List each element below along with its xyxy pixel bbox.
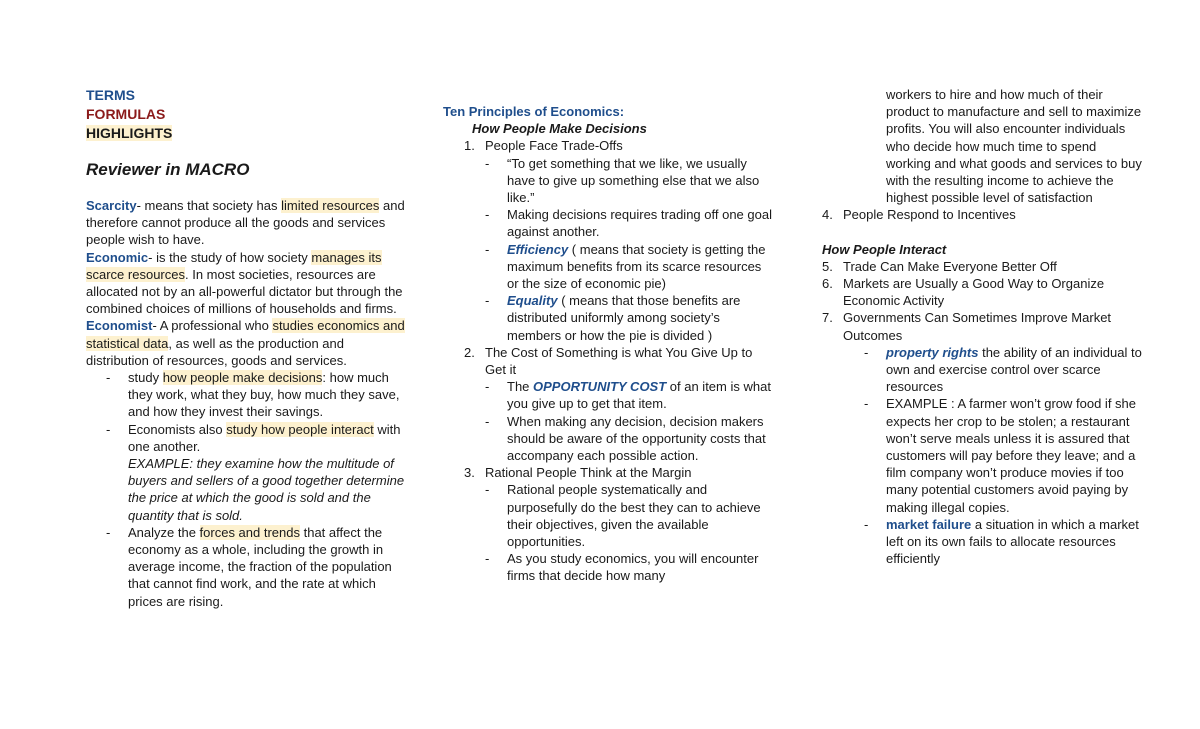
highlight: study how people interact [226,421,374,437]
list-item: - Efficiency ( means that society is getting the maximum benefits from its scarce resources or the size of economic pie) [443,241,773,293]
list-item: - Analyze the forces and trends that affect the economy as a whole, including the growth in average income, the fraction of the population that cannot find work, and the rate at which prices are rising. [86,524,406,610]
subheading-interact: How People Interact [822,241,947,257]
subheading-decisions: How People Make Decisions [472,121,647,137]
term-property-rights: property rights [886,344,979,360]
term-opportunity-cost: OPPORTUNITY COST [533,379,667,395]
list-item: - market failure a situation in which a market left on its own fails to allocate resources efficiently [822,516,1142,568]
term-economic: Economic [86,249,149,265]
column-right [822,86,1142,567]
list-item: - Making decisions requires trading off one goal against another. [443,206,773,240]
list-item: - The OPPORTUNITY COST of an item is what you give up to get that item. [443,378,773,412]
list-item: - When making any decision, decision makers should be aware of the opportunity costs that accompany each possible action. [443,413,773,465]
page-title: Reviewer in MACRO [86,160,250,179]
legend-highlights: HIGHLIGHTS [86,125,173,141]
legend-terms: TERMS [86,87,135,103]
economist-definition: Economist- A professional who studies economics and statistical data, as well as the production and distribution of resources, goods and services. [86,318,405,368]
continued-text: workers to hire and how much of their product to manufacture and sell to maximize profits. You will also encounter individuals who decide how much time to spend working and what goods and services to buy with the resulting income to achieve the highest possible level of satisfaction [886,87,1142,206]
principle-7: 7. Governments Can Sometimes Improve Market Outcomes [822,310,1112,343]
highlight: how people make decisions [162,370,323,386]
spacer [822,224,1142,241]
example-text: EXAMPLE: they examine how the multitude of buyers and sellers of a good together determine the price at which the good is sold and the quantity that is sold. [128,456,405,523]
principle-4: 4. People Respond to Incentives [822,207,1016,223]
highlight: limited resources [281,198,380,213]
term-scarcity: Scarcity [86,198,137,213]
principle-2: 2. The Cost of Something is what You Give Up to Get it [464,344,753,378]
list-item: - EXAMPLE : A farmer won’t grow food if she expects her crop to be stolen; a restaurant won’t serve meals unless it is assured that customers will pay before they leave; and a film company won’t produce movies if too many potential customers avoid paying by making illegal copies. [822,395,1142,515]
term-economist: Economist [86,318,153,334]
term-market-failure: market failure [886,516,972,532]
principle-6: 6. Markets are Usually a Good Way to Organize Economic Activity [822,276,1105,309]
column-middle [443,103,773,585]
list-item: - Economists also study how people interact with one another. EXAMPLE: they examine how the multitude of buyers and sellers of a good together determine the price at which the good is sold and the quantity that is sold. [86,421,406,524]
legend-highlights-row [86,124,406,143]
scarcity-definition: Scarcity- means that society has limited resources and therefore cannot produce all the goods and services people wish to have. [86,198,405,248]
section-heading: Ten Principles of Economics: [443,104,625,119]
term-equality: Equality [507,293,558,309]
highlight: manages its scarce resources [86,249,382,282]
principle-3: 3. Rational People Think at the Margin [464,465,692,481]
column-left [86,86,406,610]
list-item: - Rational people systematically and purposefully do the best they can to achieve their objectives, given the available opportunities. [443,481,773,550]
highlight: forces and trends [199,524,300,540]
highlight: studies economics and statistical data [86,318,405,351]
list-item: - “To get something that we like, we usually have to give up something else that we also like.” [443,155,773,207]
principle-1: 1. People Face Trade-Offs [464,138,623,154]
economic-definition: Economic- is the study of how society manages its scarce resources. In most societies, resources are allocated not by an all-powerful dictator but through the combined choices of millions of households and firms. [86,249,403,317]
list-item: - As you study economics, you will encounter firms that decide how many [443,550,773,584]
list-item: - property rights the ability of an individual to own and exercise control over scarce resources [822,344,1142,396]
list-item: - study how people make decisions: how much they work, what they buy, how much they save, and how they invest their savings. [86,369,406,421]
list-item: - Equality ( means that those benefits are distributed uniformly among society’s members or how the pie is divided ) [443,292,773,344]
legend-formulas: FORMULAS [86,106,166,122]
term-efficiency: Efficiency [507,241,569,257]
principle-5: 5. Trade Can Make Everyone Better Off [822,258,1057,274]
